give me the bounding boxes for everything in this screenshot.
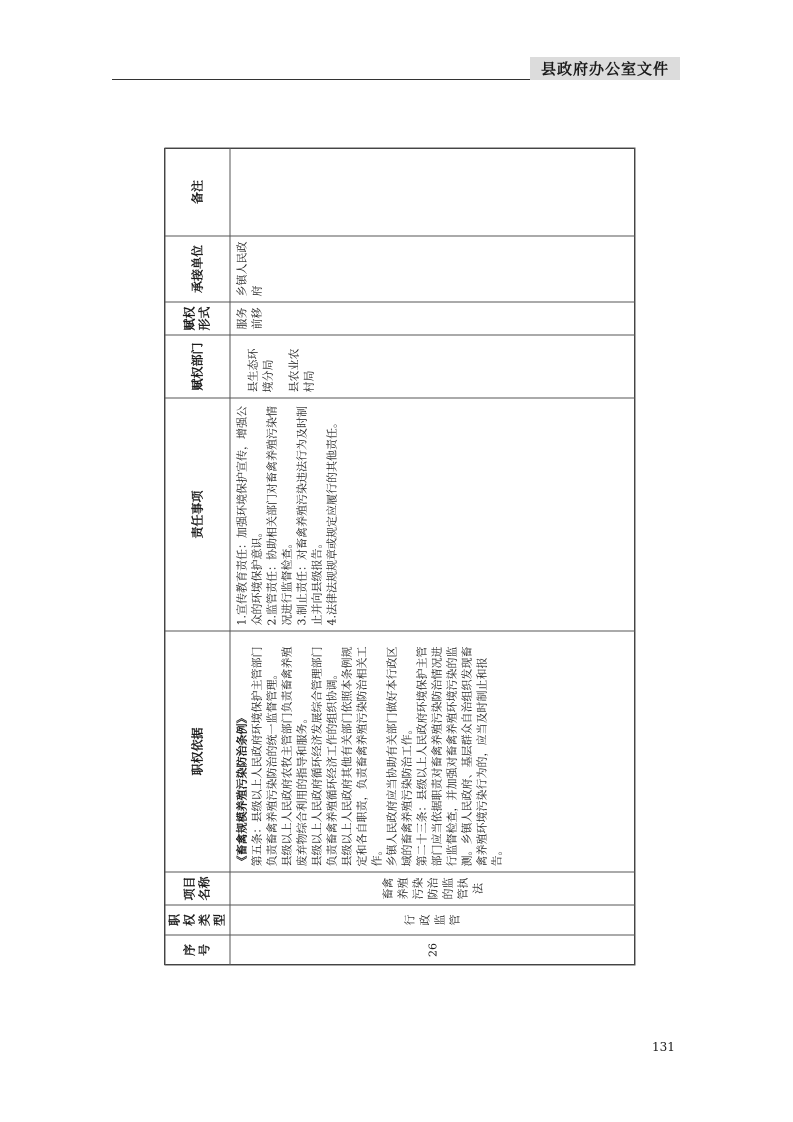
cell-form: 服务前移 <box>230 302 635 335</box>
header-dept: 赋权部门 <box>165 335 230 398</box>
dept-name: 县生态环境分局 <box>246 348 274 392</box>
header-basis: 职权依据 <box>165 631 230 872</box>
rotated-table-frame <box>164 148 635 965</box>
header-note: 备注 <box>165 148 230 236</box>
cell-item: 畜禽养殖污染防治的监管执法 <box>230 872 635 905</box>
cell-seq: 26 <box>230 935 635 965</box>
cell-note <box>230 148 635 236</box>
header-seq: 序号 <box>165 935 230 965</box>
header-type: 职权类型 <box>165 905 230 935</box>
basis-paragraph: 县级以上人民政府其他有关部门依照本条例规定和各自职责，负责畜禽养殖污染防治相关工作。 <box>340 646 383 866</box>
dept-name: 县农业农村局 <box>287 348 315 392</box>
page-number: 131 <box>652 1040 675 1054</box>
basis-paragraph: 乡镇人民政府应当协助有关部门做好本行政区域的畜禽养殖污染防治工作。 <box>385 646 413 866</box>
cell-unit: 乡镇人民政府 <box>230 236 635 302</box>
basis-paragraph: 县级以上人民政府农牧主管部门负责畜禽养殖废弃物综合利用的指导和服务。 <box>280 646 308 866</box>
delegation-table <box>164 147 635 965</box>
duty-item: 4.法律法规规章或规定应履行的其他责任。 <box>325 416 338 625</box>
duty-item: 3.制止责任：对畜禽养殖污染违法行为及时制止并向县级报告。 <box>295 405 323 625</box>
basis-paragraph: 县级以上人民政府循环经济发展综合管理部门负责畜禽养殖循环经济工作的组织协调。 <box>310 646 338 866</box>
cell-basis <box>230 631 635 872</box>
basis-paragraph: 第二十三条：县级以上人民政府环境保护主管部门应当依据职责对畜禽养殖污染防治情况进行监督检查，并加强对畜禽养殖环境污染的监测。乡镇人民政府、基层群众自治组织发现畜禽养殖环境污染行为的，应当及时制止和报告。 <box>415 646 503 866</box>
header-form: 赋权形式 <box>165 302 230 335</box>
cell-dept <box>230 335 635 398</box>
cell-type: 行政监管 <box>230 905 635 935</box>
duty-item: 1.宣传教育责任：加强环境保护宣传，增强公众的环境保护意识。 <box>235 405 263 625</box>
duty-item: 2.监管责任：协助相关部门对畜禽养殖污染情况进行监督检查。 <box>265 405 293 625</box>
header-item: 项目名称 <box>165 872 230 905</box>
basis-paragraph: 第五条：县级以上人民政府环境保护主管部门负责畜禽养殖污染防治的统一监督管理。 <box>250 646 278 866</box>
basis-title: 《畜禽规模养殖污染防治条例》 <box>235 712 248 866</box>
header-unit: 承接单位 <box>165 236 230 302</box>
header-duty: 责任事项 <box>165 398 230 631</box>
table-row <box>230 148 635 965</box>
document-header-title: 县政府办公室文件 <box>530 57 680 80</box>
cell-duty <box>230 398 635 631</box>
